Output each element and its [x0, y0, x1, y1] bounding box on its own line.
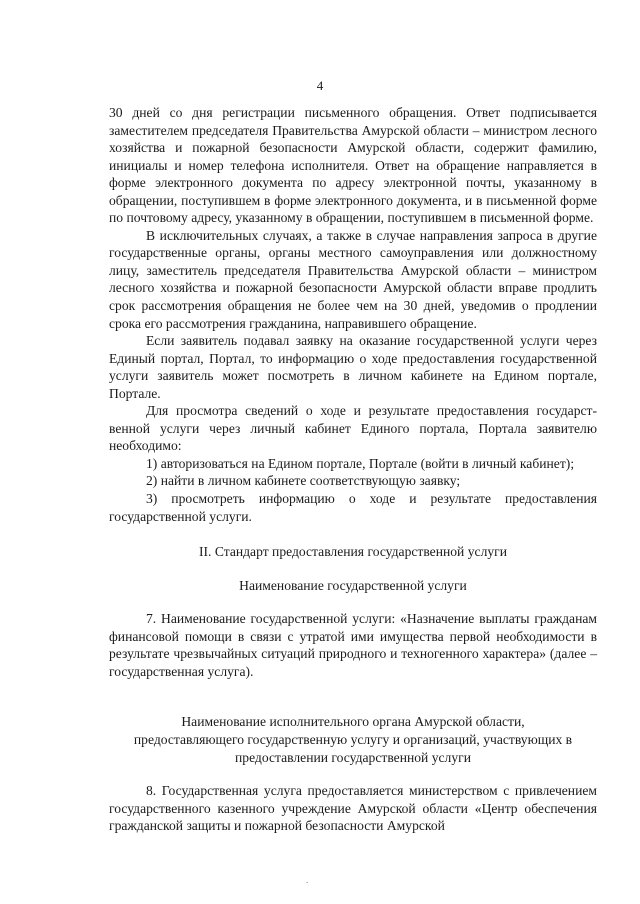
- page-number: 4: [316, 78, 324, 93]
- paragraph-cabinet-intro: Для просмотра сведений о ходе и результате предоставления государст-венной услуги через личный кабинет Единого портала, Портала заявителю необходимо:: [109, 403, 597, 454]
- list-item-view-info: 3) просмотреть информацию о ходе и результате предоставления государственной услуги.: [109, 491, 597, 524]
- heading-line: предоставляющего государственную услугу и организаций, участвующих в: [133, 731, 573, 747]
- list-item-find-application: 2) найти в личном кабинете соответствующую заявку;: [146, 473, 461, 489]
- paragraph-7: 7. Наименование государственной услуги: «Назначение выплаты гражданам финансовой помощи в связи с утратой ими имущества первой необходимости в результате чрезвычайных ситуаций природного и техногенного характера» (далее – государственная услуга).: [109, 611, 597, 679]
- paragraph-portal-status: Если заявитель подавал заявку на оказание государственной услуги через Единый портал, Портал, то информацию о ходе предоставления государственной услуги заявитель может посмотреть в личном кабинете на Едином портале, Портале.: [109, 333, 597, 401]
- list-item-authorize: 1) авторизоваться на Едином портале, Портале (войти в личный кабинет);: [146, 455, 575, 471]
- section-heading: II. Стандарт предоставления государственной услуги: [198, 544, 507, 560]
- subsection-heading-authority: [109, 713, 597, 766]
- paragraph-8: 8. Государственная услуга предоставляется министерством с привлечением государственного казенного учреждение Амурской области «Центр обеспечения гражданской защиты и пожарной безопасности Амурской: [109, 783, 597, 834]
- subsection-heading-service-name: Наименование государственной услуги: [239, 577, 467, 593]
- heading-line: предоставлении государственной услуги: [235, 749, 471, 765]
- paragraph-reply-deadline: 30 дней со дня регистрации письменного обращения. Ответ подписывается заместителем председателя Правительства Амурской области – министром лесного хозяйства и пожарной безопасности Амурской области, содержит фамилию, инициалы и номер телефона исполнителя. Ответ на обращение направляется в форме электронного документа по адресу электронной почты, указанному в обращении, поступившем в форме электронного документа, и в письменной форме по почтовому адресу, указанному в обращении, поступившем в письменной форме.: [109, 105, 597, 226]
- heading-line: Наименование исполнительного органа Амурской области,: [181, 714, 525, 730]
- paragraph-extension: В исключительных случаях, а также в случае направления запроса в другие государственные органы, органы местного самоуправления или должностному лицу, заместитель председателя Правительства Амурской области – министром лесного хозяйства и пожарной безопасности Амурской области вправе продлить срок рассмотрения обращения не более чем на 30 дней, уведомив о продлении срока его рассмотрения гражданина, направившего обращение.: [109, 227, 597, 331]
- footer-mark: .: [306, 875, 309, 885]
- document-body: [109, 104, 597, 835]
